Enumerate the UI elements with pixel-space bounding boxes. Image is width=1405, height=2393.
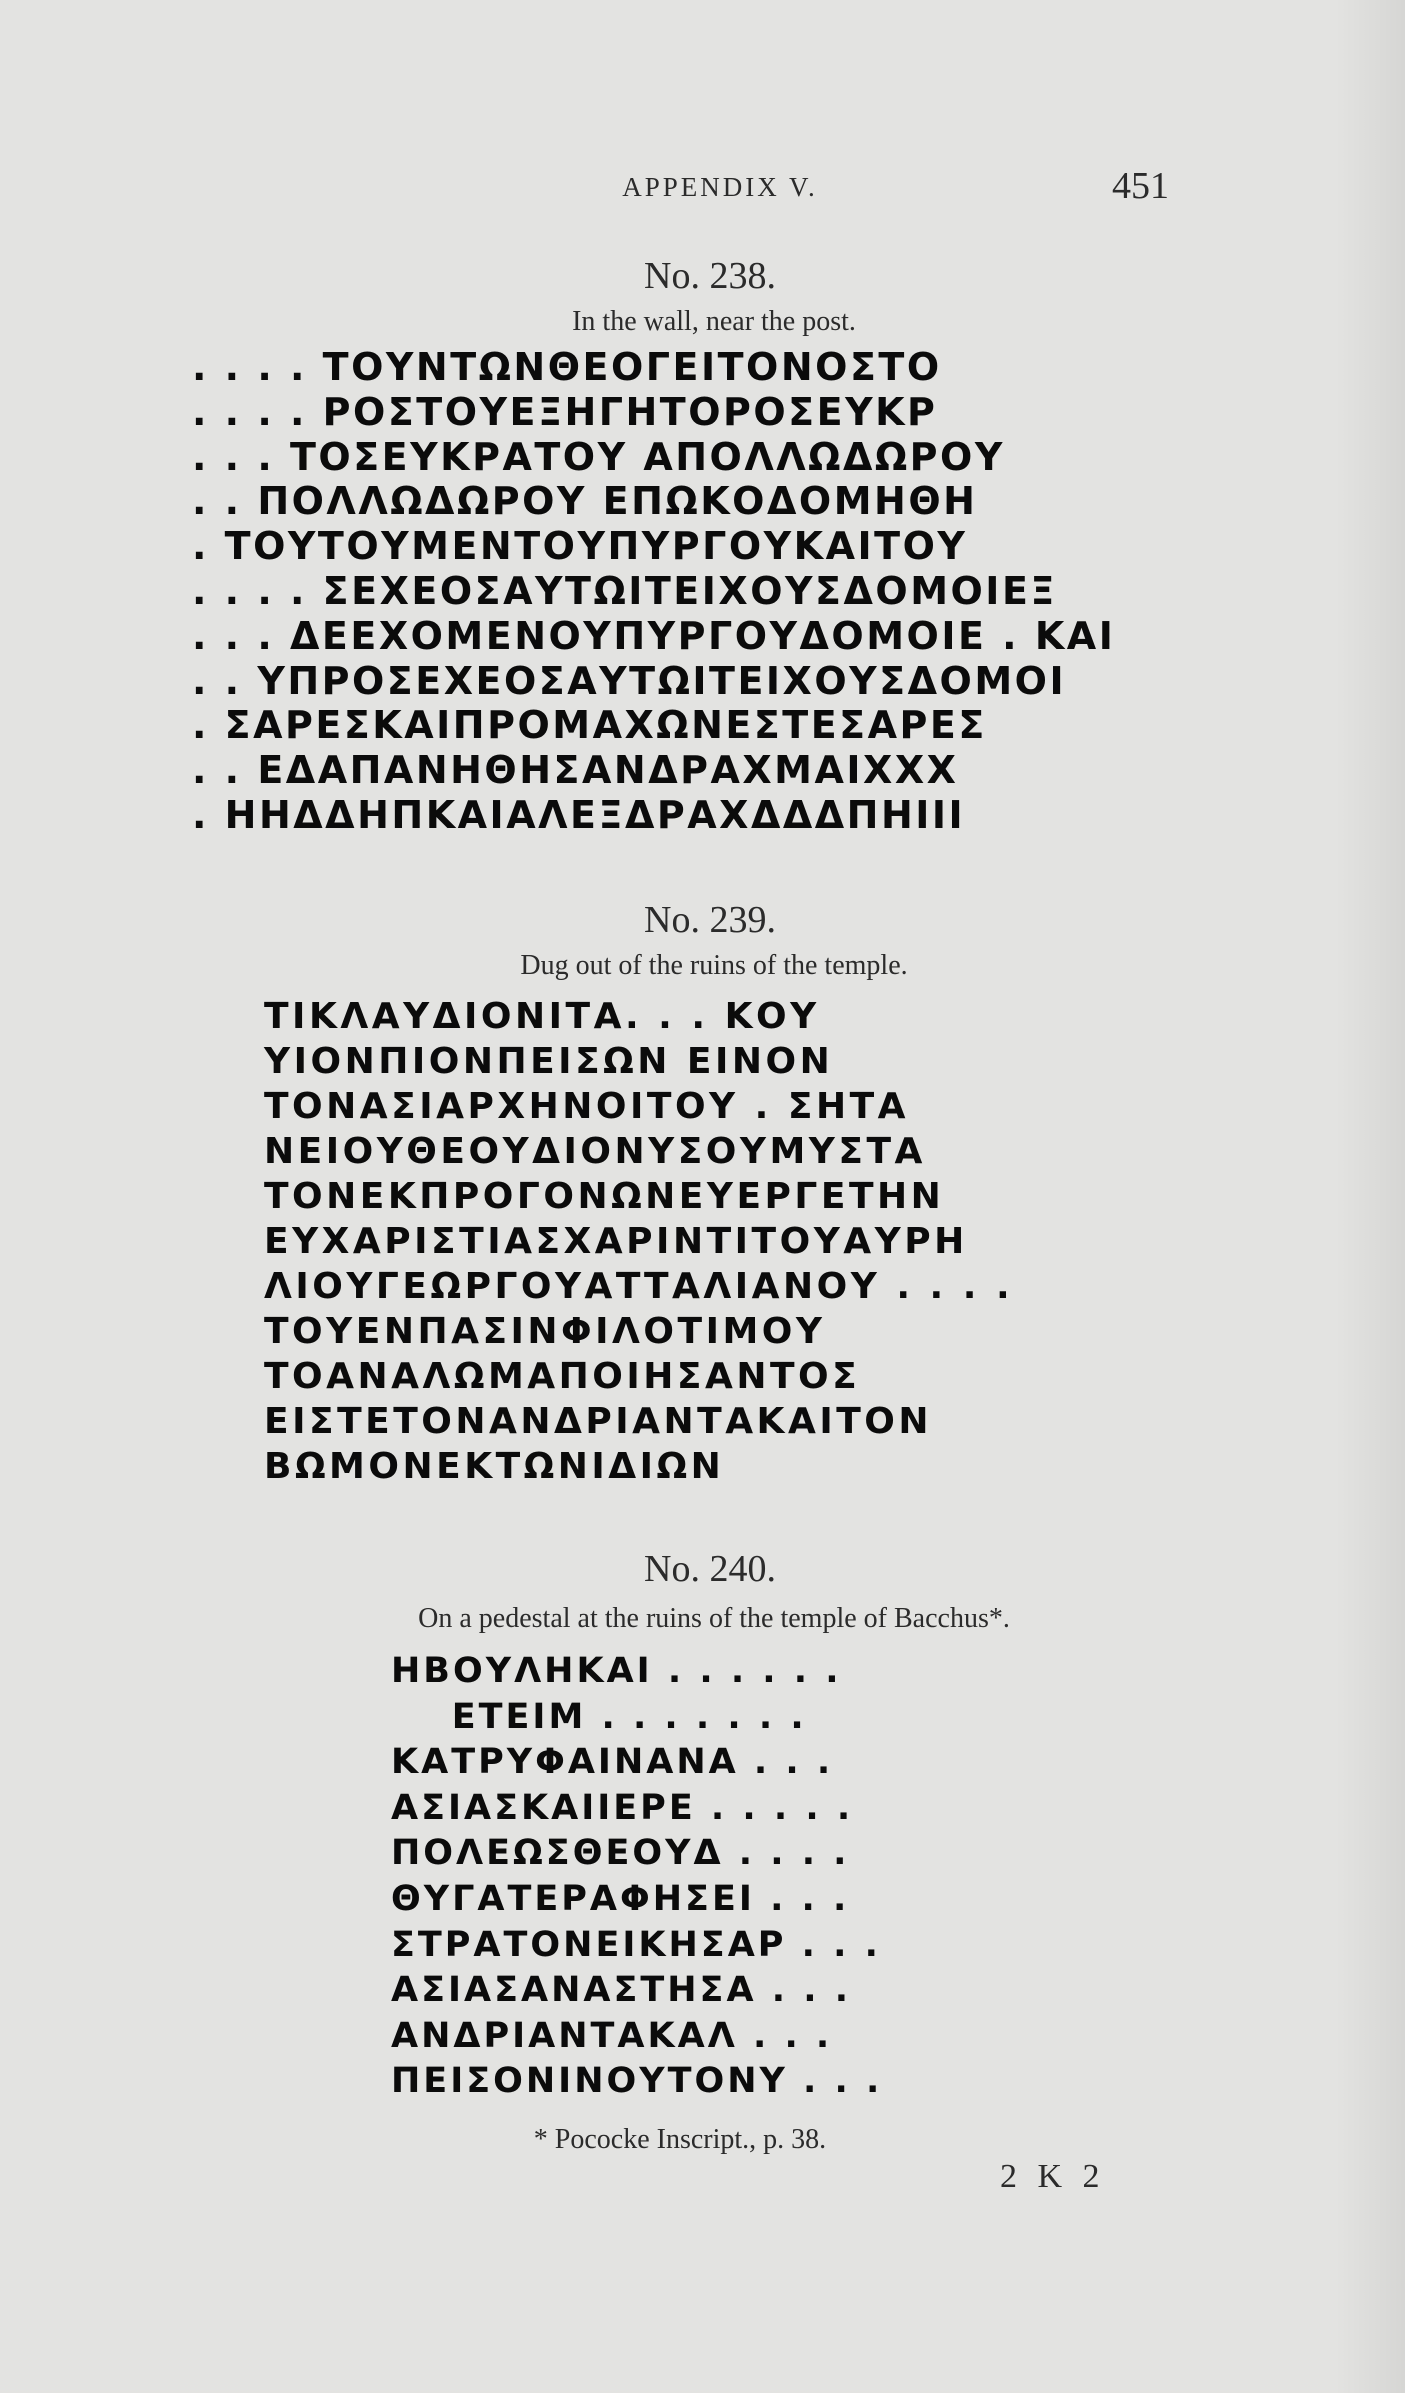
inscription-line: . . . . ΣΕΧΕΟΣΑΥΤΩΙΤΕΙΧΟΥΣΔΟΜΟΙΕΞ xyxy=(192,568,1057,613)
inscription-line: ΝΕΙΟΥΘΕΟΥΔΙΟΝΥΣΟΥΜΥΣΤΑ xyxy=(264,1131,926,1172)
footnote: * Pococke Inscript., p. 38. xyxy=(533,2124,827,2155)
page-number: 451 xyxy=(1112,165,1169,207)
inscription-line: . ΤΟΥΤΟΥΜΕΝΤΟΥΠΥΡΓΟΥΚΑΙΤΟΥ xyxy=(192,524,968,569)
inscription-line: ΕΤΕΙΜ . . . . . . . xyxy=(391,1696,807,1737)
inscription-line: ΑΝΔΡΙΑΝΤΑΚΑΛ . . . xyxy=(391,2015,833,2056)
page-edge-shadow xyxy=(1335,0,1405,2393)
inscription-line: . . ΥΠΡΟΣΕΧΕΟΣΑΥΤΩΙΤΕΙΧΟΥΣΔΟΜΟΙ xyxy=(192,658,1067,703)
inscription-line: ΤΟΝΕΚΠΡΟΓΟΝΩΝΕΥΕΡΓΕΤΗΝ xyxy=(264,1176,945,1217)
inscription-238-caption: In the wall, near the post. xyxy=(572,306,856,337)
inscription-238-title: No. 238. xyxy=(644,255,776,297)
running-head: APPENDIX V. xyxy=(622,172,818,202)
signature-mark: 2 K 2 xyxy=(1000,2158,1106,2195)
inscription-line: ΕΙΣΤΕΤΟΝΑΝΔΡΙΑΝΤΑΚΑΙΤΟΝ xyxy=(264,1401,932,1442)
inscription-line: . ΣΑΡΕΣΚΑΙΠΡΟΜΑΧΩΝΕΣΤΕΣΑΡΕΣ xyxy=(192,703,987,748)
inscription-240-text xyxy=(391,1649,882,2105)
inscription-line: . . . . ΡΟΣΤΟΥΕΞΗΓΗΤΟΡΟΣΕΥΚΡ xyxy=(192,389,938,434)
inscription-line: ΤΙΚΛΑΥΔΙΟΝΙΤΑ. . . ΚΟΥ xyxy=(264,996,820,1037)
inscription-line: . . ΕΔΑΠΑΝΗΘΗΣΑΝΔΡΑΧΜΑΙΧΧΧ xyxy=(192,748,959,793)
inscription-line: ΤΟΝΑΣΙΑΡΧΗΝΟΙΤΟΥ . ΣΗΤΑ xyxy=(264,1086,910,1127)
inscription-line: ΚΑΤΡΥΦΑΙΝΑΝΑ . . . xyxy=(391,1742,834,1783)
inscription-240-caption: On a pedestal at the ruins of the temple of Bacchus*. xyxy=(418,1603,1010,1634)
inscription-line: ΠΕΙΣΟΝΙΝΟΥΤΟΝΥ . . . xyxy=(391,2061,883,2102)
inscription-line: ΑΣΙΑΣΚΑΙΙΕΡΕ . . . . . xyxy=(391,1787,854,1828)
inscription-line: ΥΙΟΝΠΙΟΝΠΕΙΣΩΝ ΕΙΝΟΝ xyxy=(264,1041,834,1082)
inscription-line: ΠΟΛΕΩΣΘΕΟΥΔ . . . . xyxy=(391,1833,850,1874)
inscription-line: ΣΤΡΑΤΟΝΕΙΚΗΣΑΡ . . . xyxy=(391,1924,881,1965)
inscription-240-title: No. 240. xyxy=(644,1548,776,1590)
inscription-line: ΑΣΙΑΣΑΝΑΣΤΗΣΑ . . . xyxy=(391,1970,851,2011)
inscription-line: . . ΠΟΛΛΩΔΩΡΟΥ ΕΠΩΚΟΔΟΜΗΘΗ xyxy=(192,479,978,524)
inscription-line: ΘΥΓΑΤΕΡΑΦΗΣΕΙ . . . xyxy=(391,1878,850,1919)
inscription-line: ΒΩΜΟΝΕΚΤΩΝΙΔΙΩΝ xyxy=(264,1446,725,1487)
inscription-line: ΤΟΥΕΝΠΑΣΙΝΦΙΛΟΤΙΜΟΥ xyxy=(264,1311,826,1352)
inscription-line: . . . ΤΟΣΕΥΚΡΑΤΟΥ ΑΠΟΛΛΩΔΩΡΟΥ xyxy=(192,434,1005,479)
inscription-line: . ΗΗΔΔΗΠΚΑΙΑΛΕΞΔΡΑΧΔΔΔΠΗΙΙΙ xyxy=(192,792,966,837)
inscription-239-caption: Dug out of the ruins of the temple. xyxy=(520,950,908,981)
inscription-line: . . . ΔΕΕΧΟΜΕΝΟΥΠΥΡΓΟΥΔΟΜΟΙΕ . ΚΑΙ xyxy=(192,613,1116,658)
inscription-238-text xyxy=(192,345,1115,838)
inscription-line: ΛΙΟΥΓΕΩΡΓΟΥΑΤΤΑΛΙΑΝΟΥ . . . . xyxy=(264,1266,1014,1307)
inscription-line: ΗΒΟΥΛΗΚΑΙ . . . . . . xyxy=(391,1651,842,1691)
inscription-line: ΤΟΑΝΑΛΩΜΑΠΟΙΗΣΑΝΤΟΣ xyxy=(264,1356,861,1397)
inscription-239-text xyxy=(264,994,1013,1489)
inscription-line: . . . . ΤΟΥΝΤΩΝΘΕΟΓΕΙΤΟΝΟΣΤΟ xyxy=(192,345,942,389)
inscription-239-title: No. 239. xyxy=(644,899,776,941)
inscription-line: ΕΥΧΑΡΙΣΤΙΑΣΧΑΡΙΝΤΙΤΟΥΑΥΡΗ xyxy=(264,1221,968,1262)
